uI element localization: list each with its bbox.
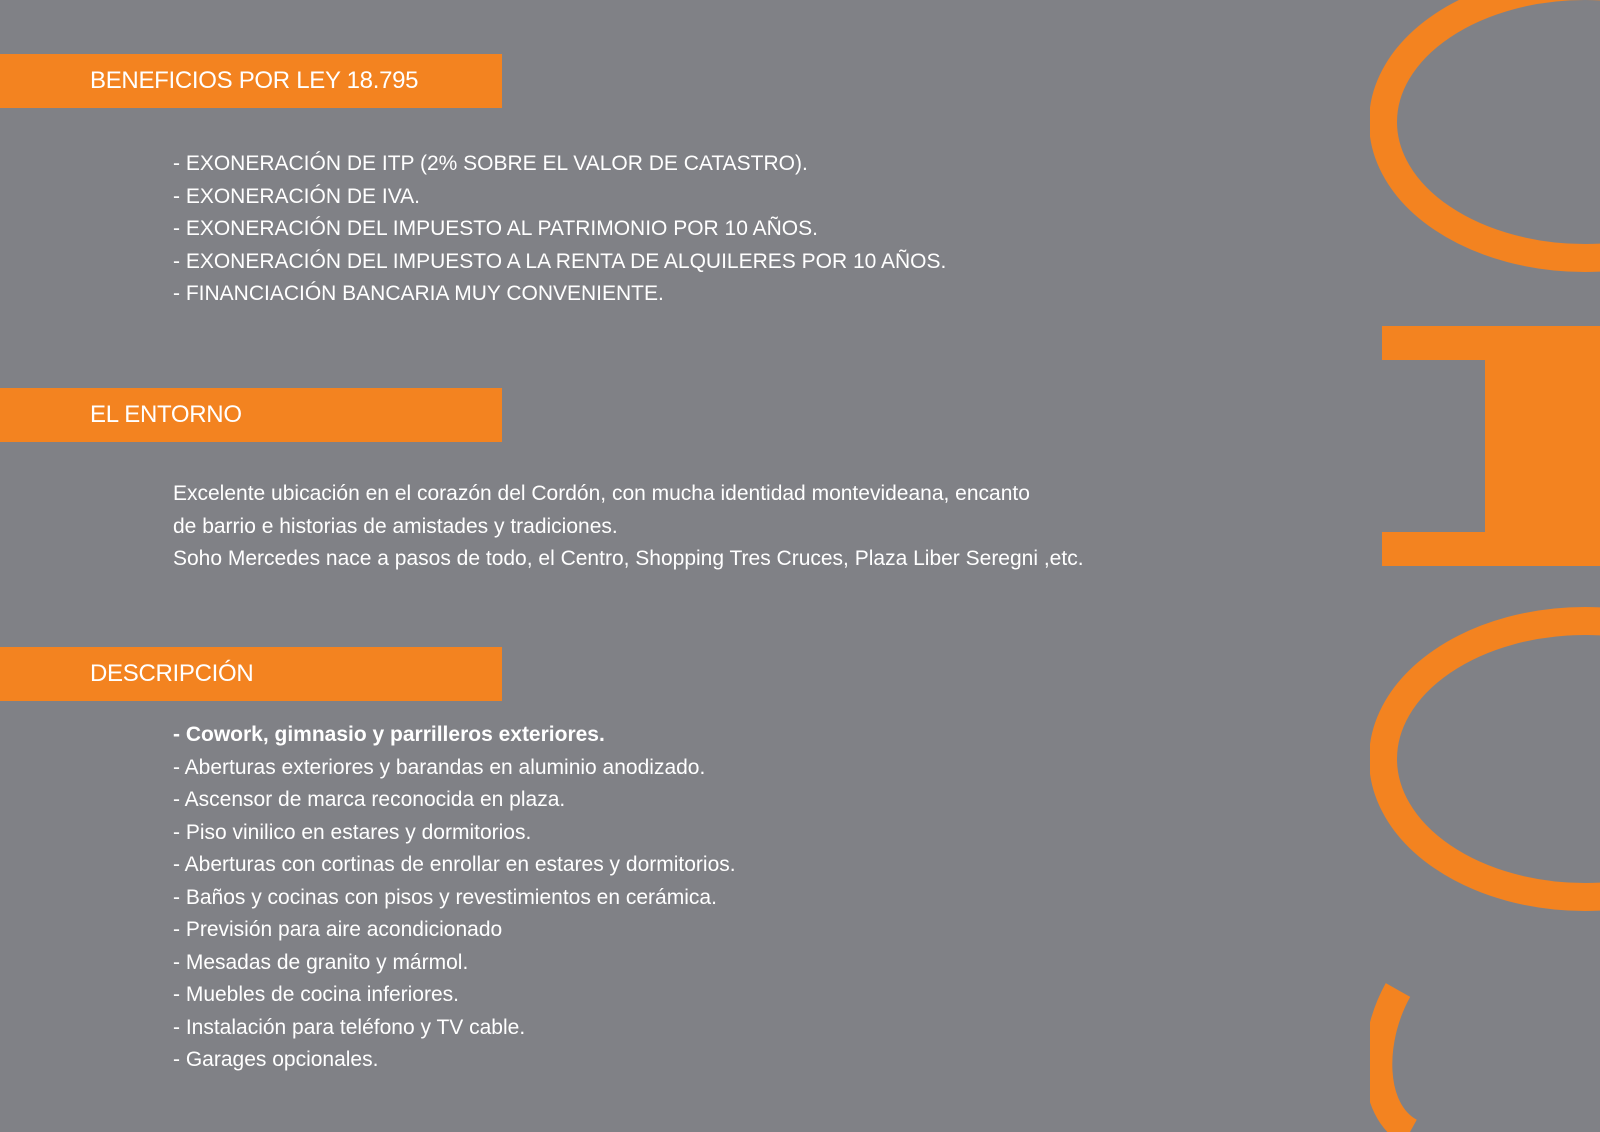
descripcion-item: - Piso vinilico en estares y dormitorios.	[173, 820, 532, 844]
beneficios-title: BENEFICIOS POR LEY 18.795	[90, 67, 419, 94]
descripcion-item: - Aberturas con cortinas de enrollar en estares y dormitorios.	[173, 853, 736, 876]
entorno-banner	[0, 388, 502, 442]
descripcion-item: - Cowork, gimnasio y parrilleros exteriores.	[173, 723, 605, 746]
soho-letter-o-bottom	[1383, 621, 1600, 897]
descripcion-item: - Ascensor de marca reconocida en plaza.	[173, 788, 566, 811]
entorno-paragraph	[173, 478, 1084, 576]
descripcion-item: - Garages opcionales.	[173, 1048, 379, 1071]
soho-logo	[1370, 0, 1600, 1132]
descripcion-item: - Instalación para teléfono y TV cable.	[173, 1015, 526, 1039]
entorno-line: de barrio e historias de amistades y tradiciones.	[173, 514, 618, 538]
beneficios-item: - FINANCIACIÓN BANCARIA MUY CONVENIENTE.	[173, 282, 664, 305]
soho-letter-o-top	[1383, 0, 1600, 258]
beneficios-item: - EXONERACIÓN DE ITP (2% SOBRE EL VALOR DE CATASTRO).	[173, 152, 808, 175]
descripcion-title: DESCRIPCIÓN	[90, 660, 254, 687]
soho-letter-s	[1378, 990, 1410, 1132]
beneficios-banner	[0, 54, 502, 108]
descripcion-item: - Previsión para aire acondicionado	[173, 918, 503, 941]
descripcion-banner	[0, 647, 502, 701]
entorno-title: EL ENTORNO	[90, 401, 242, 428]
descripcion-list	[173, 719, 736, 1077]
descripcion-item: - Muebles de cocina inferiores.	[173, 983, 459, 1006]
beneficios-item: - EXONERACIÓN DE IVA.	[173, 184, 420, 208]
beneficios-item: - EXONERACIÓN DEL IMPUESTO A LA RENTA DE ALQUILERES POR 10 AÑOS.	[173, 249, 947, 273]
entorno-line: Soho Mercedes nace a pasos de todo, el Centro, Shopping Tres Cruces, Plaza Liber Seregni ,etc.	[173, 547, 1084, 570]
descripcion-item: - Mesadas de granito y mármol.	[173, 950, 469, 974]
descripcion-item: - Aberturas exteriores y barandas en aluminio anodizado.	[173, 755, 706, 779]
entorno-line: Excelente ubicación en el corazón del Cordón, con mucha identidad montevideana, encanto	[173, 482, 1030, 505]
beneficios-item: - EXONERACIÓN DEL IMPUESTO AL PATRIMONIO POR 10 AÑOS.	[173, 217, 818, 240]
beneficios-list	[173, 148, 946, 311]
descripcion-item: - Baños y cocinas con pisos y revestimientos en cerámica.	[173, 885, 717, 909]
soho-logo-art	[1370, 0, 1600, 1132]
